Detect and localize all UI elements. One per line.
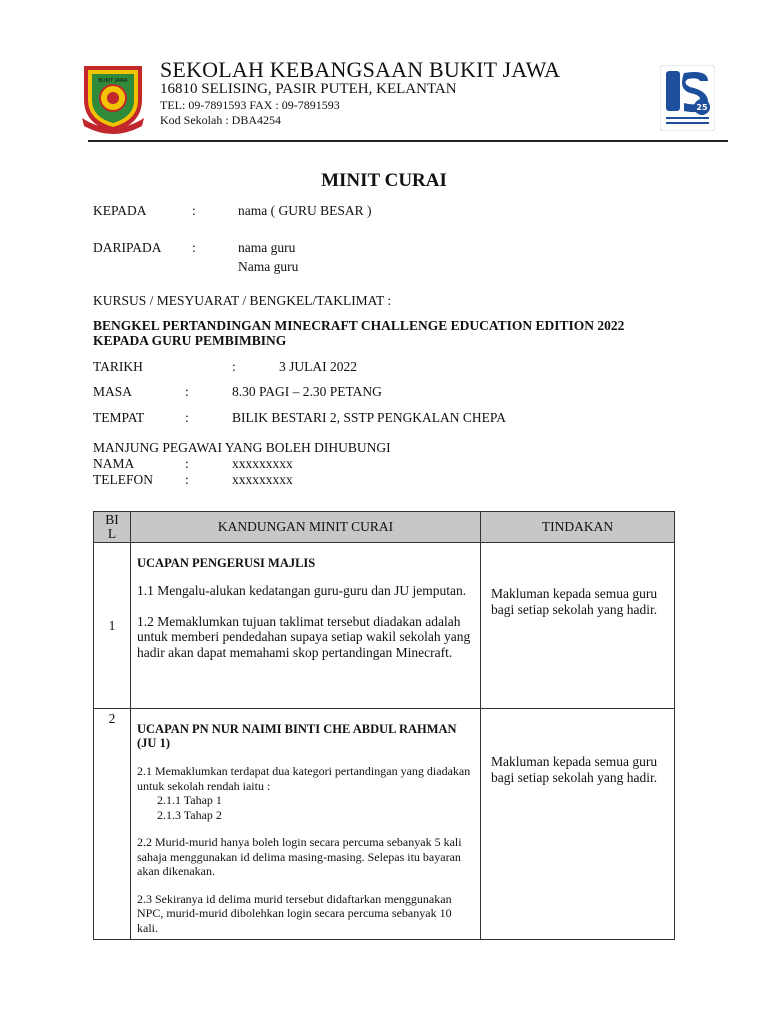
tempat-label: TEMPAT <box>93 410 145 425</box>
event-title-line-2: KEPADA GURU PEMBIMBING <box>93 333 287 348</box>
row-paragraph: 1.1 Mengalu-alukan kedatangan guru-guru dan JU jemputan. <box>137 583 467 598</box>
table-row <box>94 543 675 709</box>
daripada-value-1: nama guru <box>238 240 296 255</box>
school-code: Kod Sekolah : DBA4254 <box>160 113 281 127</box>
tempat-colon: : <box>185 410 189 425</box>
row-paragraph: 2.2 Murid-murid hanya boleh login secara percuma sebanyak 5 kali sahaja menggunakan id delima masing-masing. Selepas itu bayaran akan dikenakan. <box>137 835 462 878</box>
school-tel-fax: TEL: 09-7891593 FAX : 09-7891593 <box>160 98 340 112</box>
minit-table <box>93 511 675 940</box>
svg-text:BUKIT JAWA: BUKIT JAWA <box>98 78 128 84</box>
daripada-value-2: Nama guru <box>238 259 299 274</box>
nama-value: xxxxxxxxx <box>232 456 293 471</box>
masa-label: MASA <box>93 384 133 399</box>
row-bil: 1 <box>94 543 131 709</box>
header-bil-line-2: L <box>107 526 117 541</box>
row-tindakan <box>481 709 675 940</box>
masa-value: 8.30 PAGI – 2.30 PETANG <box>232 384 382 399</box>
row-paragraph: 1.2 Memaklumkan tujuan taklimat tersebut diadakan adalah untuk memberi pendedahan supaya setiap wakil sekolah yang hadir akan dapat memahami skop pertandingan Minecraft. <box>137 613 471 660</box>
school-address: 16810 SELISING, PASIR PUTEH, KELANTAN <box>160 81 457 97</box>
svg-text:25: 25 <box>696 103 708 112</box>
row-bil: 2 <box>94 709 131 940</box>
school-crest-logo <box>78 62 148 134</box>
kepada-value: nama ( GURU BESAR ) <box>238 203 372 218</box>
row-subitem: 2.1.1 Tahap 1 <box>157 793 222 807</box>
kepada-label: KEPADA <box>93 203 147 218</box>
school-name: SEKOLAH KEBANGSAAN BUKIT JAWA <box>160 57 561 82</box>
row-heading: UCAPAN PN NUR NAIMI BINTI CHE ABDUL RAHMAN (JU 1) <box>137 722 457 750</box>
partner-logo <box>660 65 715 131</box>
row-heading: UCAPAN PENGERUSI MAJLIS <box>137 556 316 570</box>
nama-label: NAMA <box>93 456 135 471</box>
masa-colon: : <box>185 384 189 399</box>
event-title-line-1: BENGKEL PERTANDINGAN MINECRAFT CHALLENGE EDUCATION EDITION 2022 <box>93 318 625 333</box>
nama-colon: : <box>185 456 189 471</box>
telefon-value: xxxxxxxxx <box>232 472 293 487</box>
row-paragraph: 2.1 Memaklumkan terdapat dua kategori pertandingan yang diadakan untuk sekolah rendah iaitu : <box>137 764 471 793</box>
table-row <box>94 709 675 940</box>
kepada-colon: : <box>192 203 196 218</box>
telefon-colon: : <box>185 472 189 487</box>
header-bil <box>94 512 131 543</box>
row-tindakan-text: Makluman kepada semua guru bagi setiap sekolah yang hadir. <box>491 586 658 617</box>
daripada-label: DARIPADA <box>93 240 162 255</box>
header-bil-line-1: BI <box>105 512 119 527</box>
tempat-value: BILIK BESTARI 2, SSTP PENGKALAN CHEPA <box>232 410 506 425</box>
row-kandungan <box>131 709 481 940</box>
telefon-label: TELEFON <box>93 472 153 487</box>
tarikh-label: TARIKH <box>93 359 143 374</box>
contact-heading: MANJUNG PEGAWAI YANG BOLEH DIHUBUNGI <box>93 440 391 455</box>
header-divider <box>88 140 728 142</box>
page-title: MINIT CURAI <box>321 170 447 191</box>
row-paragraph: 2.3 Sekiranya id delima murid tersebut didaftarkan menggunakan NPC, murid-murid dibolehkan login secara percuma sebanyak 10 kali. <box>137 891 452 935</box>
kursus-label: KURSUS / MESYUARAT / BENGKEL/TAKLIMAT : <box>93 293 392 308</box>
header-tindakan: TINDAKAN <box>481 512 675 543</box>
row-subitem: 2.1.3 Tahap 2 <box>157 807 222 822</box>
daripada-colon: : <box>192 240 196 255</box>
header-kandungan: KANDUNGAN MINIT CURAI <box>131 512 481 543</box>
row-kandungan <box>131 543 481 709</box>
tarikh-colon: : <box>232 359 236 374</box>
row-tindakan-text: Makluman kepada semua guru bagi setiap sekolah yang hadir. <box>491 754 658 785</box>
table-header-row <box>94 512 675 543</box>
tarikh-value: 3 JULAI 2022 <box>279 359 357 374</box>
row-tindakan <box>481 543 675 709</box>
